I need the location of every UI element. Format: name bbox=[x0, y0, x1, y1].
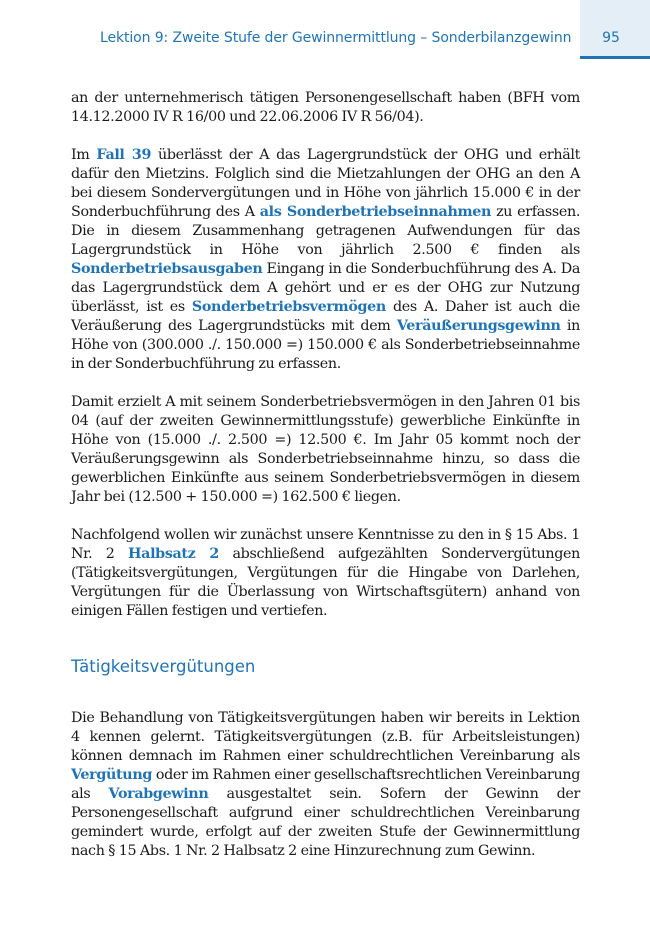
section-heading: Tätigkeitsvergütungen bbox=[71, 657, 256, 676]
keyword-vorabgewinn: Vorabgewinn bbox=[108, 786, 209, 802]
text-run: an der unternehmerisch tätigen Personengesellschaft haben (BFH vom 14.12.2000 IV R 16/00 und 22.06.2006 IV R 56/04). bbox=[71, 90, 580, 125]
text-run: ausgestaltet sein. Sofern der Gewinn der Personengesellschaft aufgrund einer schuldrechtlichen Vereinbarung gemindert wurde, erfolgt auf der zweiten Stufe der Gewinnermittlung nach § 15 Abs. 1 Nr. 2 Halbsatz 2 eine Hinzurechnung zum Gewinn. bbox=[71, 786, 580, 859]
paragraph-continuation bbox=[71, 89, 580, 127]
paragraph-gap bbox=[71, 127, 580, 146]
text-run: überlässt der A das Lagergrundstück der OHG und erhält dafür den Mietzins. Folglich sind die Mietzahlungen der OHG an den A bei diesem Sondervergütungen und in Höhe von jährlich 15.000 € in der Sonderbuchführung des A bbox=[71, 147, 581, 220]
text-run: Im bbox=[71, 147, 97, 163]
keyword-halbsatz-2: Halbsatz 2 bbox=[128, 546, 219, 562]
keyword-sonderbetriebseinnahmen: als Sonderbetriebseinnahmen bbox=[259, 204, 492, 220]
text-run: Eingang in die Sonderbuchführung des A. Da das Lagergrundstück dem A gehört und er es der OHG zur Nutzung überlässt, ist es bbox=[71, 261, 580, 315]
text-run: des A. Daher ist auch die Veräußerung des Lagergrundstücks mit dem bbox=[71, 299, 580, 334]
text-run: in Höhe von (300.000 ./. 150.000 =) 150.000 € als Sonderbetriebseinnahme in der Sonderbuchführung zu erfassen. bbox=[71, 318, 580, 372]
page-number: 95 bbox=[602, 30, 620, 46]
text-run: Nachfolgend wollen wir zunächst unsere Kenntnisse zu den in § 15 Abs. 1 Nr. 2 bbox=[71, 527, 580, 562]
paragraph-sondervergütungen bbox=[71, 526, 580, 621]
page-number-box bbox=[580, 0, 650, 56]
header-rule bbox=[580, 56, 650, 59]
running-header-title: Lektion 9: Zweite Stufe der Gewinnermittlung – Sonderbilanzgewinn bbox=[100, 30, 572, 46]
keyword-veraeusserungsgewinn: Veräußerungsgewinn bbox=[396, 318, 561, 334]
text-run: Damit erzielt A mit seinem Sonderbetriebsvermögen in den Jahren 01 bis 04 (auf der zweiten Gewinnermittlungsstufe) gewerbliche Einkünfte in Höhe von (15.000 ./. 2.500 =) 12.500 €. Im Jahr 05 kommt noch der Veräußerungsgewinn als Sonderbetriebseinnahme hinzu, so dass die gewerblichen Einkünfte aus seinem Sonderbetriebsvermögen in diesem Jahr bei (12.500 + 150.000 =) 162.500 € liegen. bbox=[71, 394, 580, 505]
keyword-sonderbetriebsausgaben: Sonderbetriebsausgaben bbox=[71, 261, 263, 277]
keyword-fall-39: Fall 39 bbox=[96, 147, 152, 163]
text-run: abschließend aufgezählten Sondervergütungen (Tätigkeitsvergütungen, Vergütungen für die Hingabe von Darlehen, Vergütungen für die Überlassung von Wirtschaftsgütern) anhand von einigen Fällen festigen und vertiefen. bbox=[71, 546, 580, 619]
paragraph-gap bbox=[71, 507, 580, 526]
keyword-sonderbetriebsvermoegen: Sonderbetriebsvermögen bbox=[191, 299, 386, 315]
text-run: Die Behandlung von Tätigkeitsvergütungen haben wir bereits in Lektion 4 kennen gelernt. Tätigkeitsvergütungen (z.B. für Arbeitsleistungen) können demnach im Rahmen einer schuldrechtlichen Vereinbarung als bbox=[71, 710, 580, 764]
body-text bbox=[71, 89, 580, 861]
text-run: zu erfassen. Die in diesem Zusammenhang getragenen Aufwendungen für das Lagergrundstück in Höhe von jährlich 2.500 € finden als bbox=[71, 204, 581, 258]
paragraph-fall-39 bbox=[71, 146, 580, 374]
keyword-verguetung: Vergütung bbox=[71, 767, 153, 783]
paragraph-gap bbox=[71, 374, 580, 393]
paragraph-taetigkeitsverguetungen bbox=[71, 709, 580, 861]
paragraph-einkuenfte bbox=[71, 393, 580, 507]
page-header bbox=[0, 0, 650, 60]
text-run: oder im Rahmen einer gesellschaftsrechtlichen Vereinbarung als bbox=[71, 767, 580, 802]
